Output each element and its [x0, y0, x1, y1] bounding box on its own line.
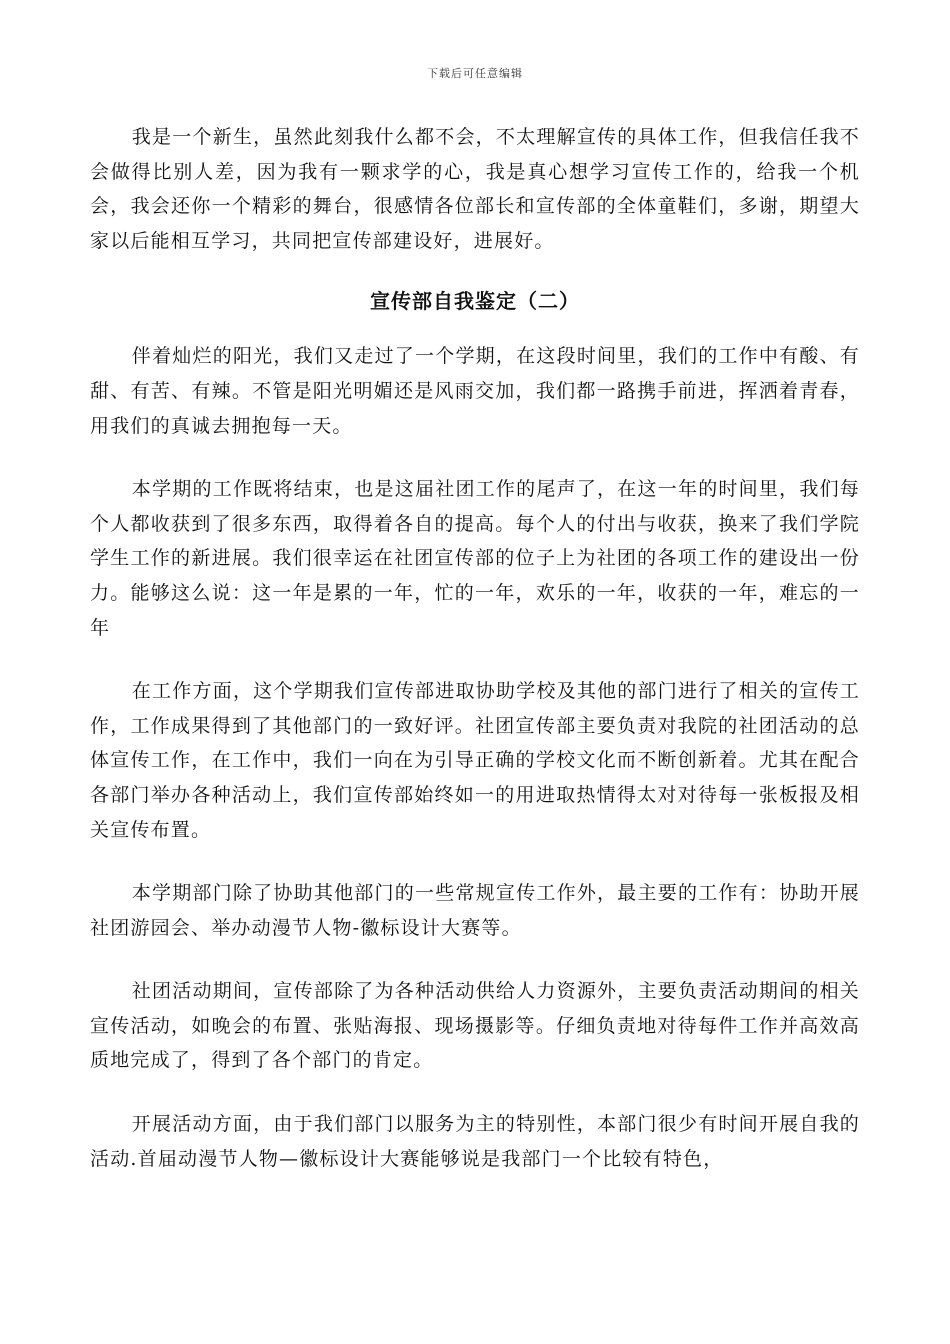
paragraph-intro: 我是一个新生，虽然此刻我什么都不会，不太理解宣传的具体工作，但我信任我不会做得比别人差，因为我有一颗求学的心，我是真心想学习宣传工作的，给我一个机会，我会还你一个精彩的舞台，很感情各位部长和宣传部的全体童鞋们，多谢，期望大家以后能相互学习，共同把宣传部建设好，进展好。: [90, 126, 860, 252]
paragraph-club-activities: 社团活动期间，宣传部除了为各种活动供给人力资源外，主要负责活动期间的相关宣传活动，如晚会的布置、张贴海报、现场摄影等。仔细负责地对待每件工作并高效高质地完成了，得到了各个部门的肯定。: [90, 980, 860, 1072]
header-note: 下载后可任意编辑: [427, 67, 523, 80]
section-title: 宣传部自我鉴定（二）: [370, 289, 580, 314]
document-body: [90, 120, 860, 1205]
paragraph-semester-summary: 本学期的工作既将结束，也是这届社团工作的尾声了，在这一年的时间里，我们每个人都收获到了很多东西，取得着各自的提高。每个人的付出与收获，换来了我们学院学生工作的新进展。我们很幸运在社团宣传部的位子上为社团的各项工作的建设出一份力。能够这么说：这一年是累的一年，忙的一年，欢乐的一年，收获的一年，难忘的一年: [90, 478, 860, 639]
paragraph-work-aspects: 在工作方面，这个学期我们宣传部进取协助学校及其他的部门进行了相关的宣传工作，工作成果得到了其他部门的一致好评。社团宣传部主要负责对我院的社团活动的总体宣传工作，在工作中，我们一向在为引导正确的学校文化而不断创新着。尤其在配合各部门举办各种活动上，我们宣传部始终如一的用进取热情得太对对待每一张板报及相关宣传布置。: [90, 680, 860, 841]
paragraph-department-events: 开展活动方面，由于我们部门以服务为主的特别性，本部门很少有时间开展自我的活动.首届动漫节人物—徽标设计大赛能够说是我部门一个比较有特色，: [90, 1113, 860, 1170]
paragraph-main-tasks: 本学期部门除了协助其他部门的一些常规宣传工作外，最主要的工作有：协助开展社团游园会、举办动漫节人物-徽标设计大赛等。: [90, 882, 860, 939]
paragraph-opening: 伴着灿烂的阳光，我们又走过了一个学期，在这段时间里，我们的工作中有酸、有甜、有苦、有辣。不管是阳光明媚还是风雨交加，我们都一路携手前进，挥洒着青春，用我们的真诚去拥抱每一天。: [90, 345, 860, 437]
